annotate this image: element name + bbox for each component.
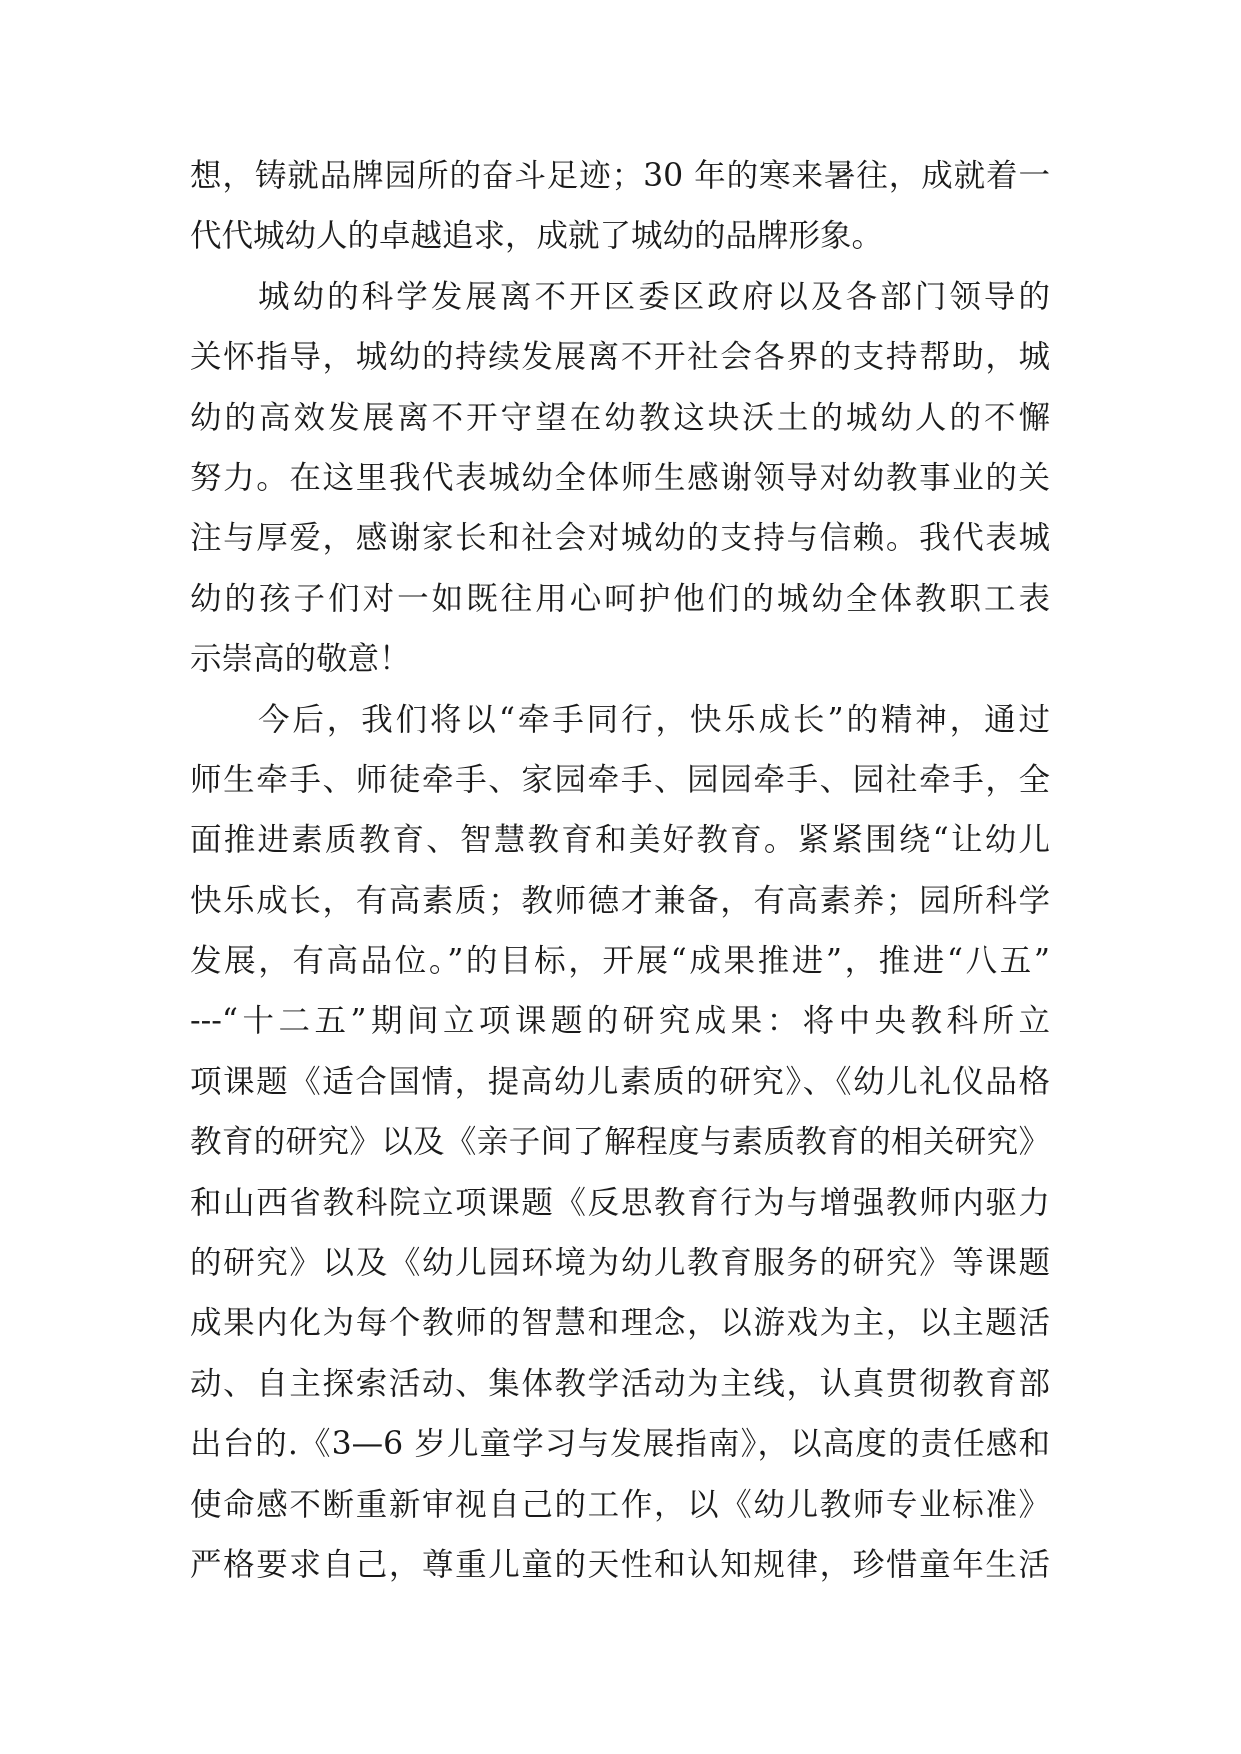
text-line: 的研究》以及《幼儿园环境为幼儿教育服务的研究》等课题: [190, 1245, 1050, 1282]
text-line: 师生牵手、师徒牵手、家园牵手、园园牵手、园社牵手，全: [190, 761, 1050, 798]
text-line: 快乐成长，有高素质；教师德才兼备，有高素养；园所科学: [190, 882, 1050, 919]
body-text: [190, 146, 1050, 1595]
text-line: 代代城幼人的卓越追求，成就了城幼的品牌形象。: [190, 218, 884, 255]
text-line: 和山西省教科院立项课题《反思教育行为与增强教师内驱力: [190, 1184, 1050, 1221]
text-line: 注与厚爱，感谢家长和社会对城幼的支持与信赖。我代表城: [190, 520, 1050, 557]
text-line: 示崇高的敬意！: [190, 641, 411, 678]
text-line: 严格要求自己，尊重儿童的天性和认知规律，珍惜童年生活: [190, 1546, 1050, 1583]
text-line: 面推进素质教育、智慧教育和美好教育。紧紧围绕“让幼儿: [190, 822, 1050, 859]
text-line: 想，铸就品牌园所的奋斗足迹；30 年的寒来暑往，成就着一: [190, 158, 1050, 194]
text-line: 幼的高效发展离不开守望在幼教这块沃土的城幼人的不懈: [190, 399, 1050, 436]
text-line: 幼的孩子们对一如既往用心呵护他们的城幼全体教职工表: [190, 580, 1050, 617]
text-line: 发展，有高品位。”的目标，开展“成果推进”，推进“八五”: [190, 943, 1050, 980]
text-line: 教育的研究》以及《亲子间了解程度与素质教育的相关研究》: [190, 1124, 1050, 1161]
text-line: 城幼的科学发展离不开区委区政府以及各部门领导的: [258, 278, 1050, 315]
text-line: 项课题《适合国情，提高幼儿素质的研究》、《幼儿礼仪品格: [190, 1063, 1050, 1100]
text-line: 使命感不断重新审视自己的工作，以《幼儿教师专业标准》: [190, 1486, 1050, 1523]
text-line: 出台的.《3—6 岁儿童学习与发展指南》，以高度的责任感和: [190, 1426, 1050, 1463]
text-line: 今后，我们将以“牵手同行，快乐成长”的精神，通过: [258, 701, 1050, 738]
text-line: 努力。在这里我代表城幼全体师生感谢领导对幼教事业的关: [190, 459, 1050, 496]
text-line: 成果内化为每个教师的智慧和理念，以游戏为主，以主题活: [190, 1305, 1050, 1342]
text-line: ---“十二五”期间立项课题的研究成果：将中央教科所立: [190, 1003, 1050, 1040]
text-line: 动、自主探索活动、集体教学活动为主线，认真贯彻教育部: [190, 1365, 1050, 1402]
text-line: 关怀指导，城幼的持续发展离不开社会各界的支持帮助，城: [190, 339, 1050, 376]
